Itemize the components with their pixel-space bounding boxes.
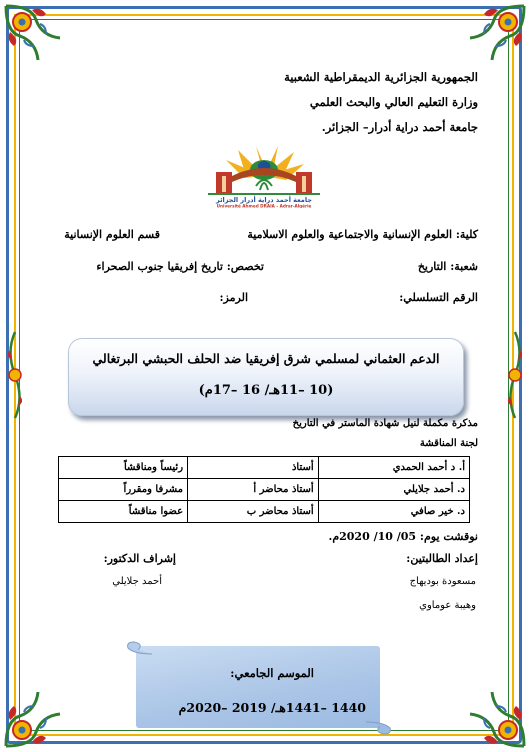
scroll-curl-icon bbox=[122, 640, 156, 660]
code-label: الرمز: bbox=[219, 291, 248, 304]
department-label: قسم العلوم الإنسانية bbox=[64, 228, 160, 241]
students-label: إعداد الطالبتين: bbox=[406, 552, 478, 565]
jury-row bbox=[59, 479, 470, 501]
jury-member-role: رئيساً ومناقشاً bbox=[59, 457, 188, 479]
thesis-title-box bbox=[68, 338, 464, 416]
jury-member-name: د. أحمد جلايلي bbox=[318, 479, 469, 501]
student-name: مسعودة بوديهاج bbox=[409, 576, 476, 587]
jury-member-rank: أستاذ محاضر ب bbox=[188, 501, 319, 523]
side-ornament-icon bbox=[4, 330, 26, 420]
academic-season-box bbox=[136, 646, 380, 728]
jury-member-name: أ. د أحمد الحمدي bbox=[318, 457, 469, 479]
jury-heading: لجنة المناقشة bbox=[419, 438, 478, 449]
specialty-label: تخصص: تاريخ إفريقيا جنوب الصحراء bbox=[96, 260, 264, 273]
branch-label: شعبة: التاريخ bbox=[417, 260, 478, 273]
corner-ornament-icon bbox=[466, 688, 528, 750]
jury-member-role: مشرفا ومقرراً bbox=[59, 479, 188, 501]
jury-member-role: عضوا مناقشاً bbox=[59, 501, 188, 523]
logo-arabic-text: جامعة أحمد دراية أدرار الجزائر bbox=[216, 196, 312, 204]
scroll-curl-icon bbox=[362, 716, 396, 736]
thesis-title: الدعم العثماني لمسلمي شرق إفريقيا ضد الحلف الحبشي البرتغالي bbox=[92, 351, 440, 366]
corner-ornament-icon bbox=[2, 2, 64, 64]
discussion-date: نوقشت يوم: 05/ 10/ 2020م. bbox=[328, 530, 478, 543]
corner-ornament-icon bbox=[466, 2, 528, 64]
jury-row bbox=[59, 501, 470, 523]
jury-member-name: د. خير صافي bbox=[318, 501, 469, 523]
republic-heading: الجمهورية الجزائرية الديمقراطية الشعبية bbox=[284, 70, 478, 84]
corner-ornament-icon bbox=[2, 688, 64, 750]
season-label: الموسم الجامعي: bbox=[230, 666, 314, 680]
thesis-period: (10 –11هـ/ 16 –17م) bbox=[198, 383, 334, 398]
logo-french-text: Université Ahmed DRAIA - Adrar-Algérie bbox=[216, 203, 312, 208]
side-ornament-icon bbox=[504, 330, 526, 420]
jury-table bbox=[58, 456, 470, 523]
supervisor-name: أحمد جلايلي bbox=[112, 576, 162, 587]
student-name: وهيبة عوماوي bbox=[419, 600, 476, 611]
jury-row bbox=[59, 457, 470, 479]
jury-member-rank: أستاذ bbox=[188, 457, 319, 479]
university-logo bbox=[198, 146, 330, 208]
faculty-label: كلية: العلوم الإنسانية والاجتماعية والعلوم الاسلامية bbox=[247, 228, 478, 241]
season-years: 1440 –1441هـ/ 2019 –2020م bbox=[178, 700, 366, 715]
jury-member-rank: أستاذ محاضر أ bbox=[188, 479, 319, 501]
memo-description: مذكرة مكملة لنيل شهادة الماستر في التاريخ bbox=[292, 418, 478, 429]
serial-number-label: الرقم التسلسلي: bbox=[399, 291, 478, 304]
university-heading: جامعة أحمد دراية أدرار– الجزائر. bbox=[321, 120, 478, 134]
ministry-heading: وزارة التعليم العالي والبحث العلمي bbox=[309, 95, 478, 109]
supervisor-label: إشراف الدكتور: bbox=[103, 552, 176, 565]
